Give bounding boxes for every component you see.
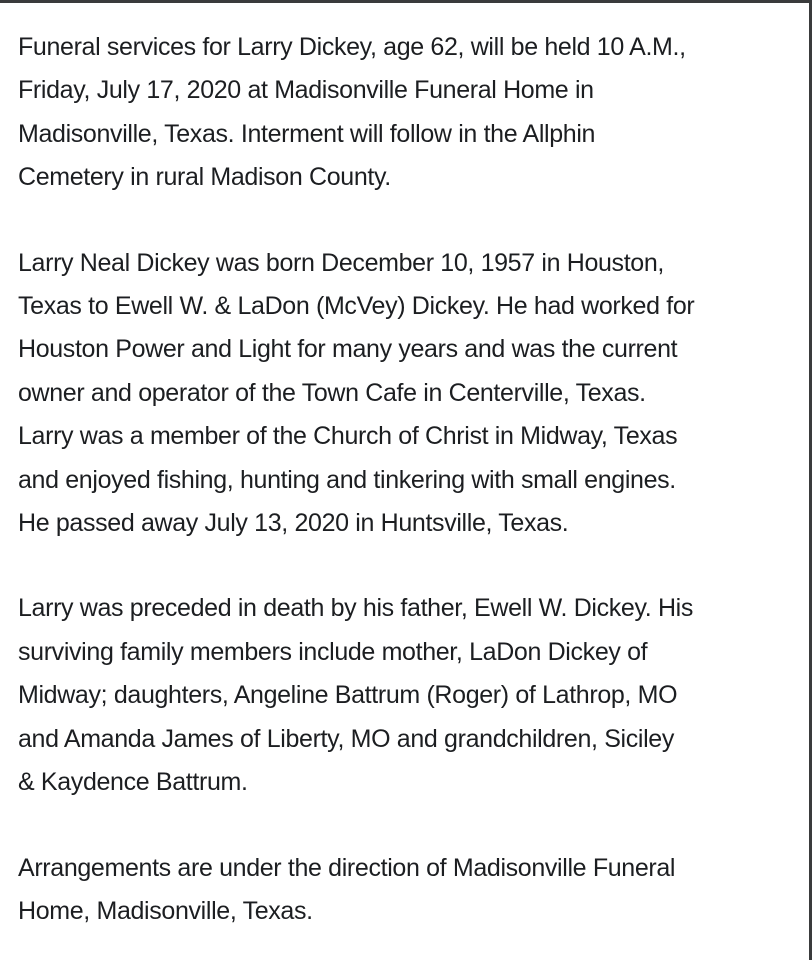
paragraph-arrangements: Arrangements are under the direction of Madisonville Funeral Home, Madisonville, Texas. [18, 853, 676, 925]
paragraph-biography: Larry Neal Dickey was born December 10, 1957 in Houston, Texas to Ewell W. & LaDon (McVey) Dickey. He had worked for Houston Power and Light for many years and was the current owner and operator of the Town Cafe in Centerville, Texas. Larry was a member of the Church of Christ in Midway, Texas and enjoyed fishing, hunting and tinkering with small engines. He passed away July 13, 2020 in Huntsville, Texas. [18, 248, 695, 538]
paragraph-funeral-services: Funeral services for Larry Dickey, age 62, will be held 10 A.M., Friday, July 17, 2020 at Madisonville Funeral Home in Madisonville, Texas. Interment will follow in the Allphin Cemetery in rural Madison County. [18, 33, 686, 192]
top-border [0, 0, 812, 3]
paragraph-family: Larry was preceded in death by his father, Ewell W. Dickey. His surviving family members include mother, LaDon Dickey of Midway; daughters, Angeline Battrum (Roger) of Lathrop, MO and Amanda James of Liberty, MO and grandchildren, Siciley & Kaydence Battrum. [18, 594, 694, 797]
obituary-document [18, 26, 788, 960]
